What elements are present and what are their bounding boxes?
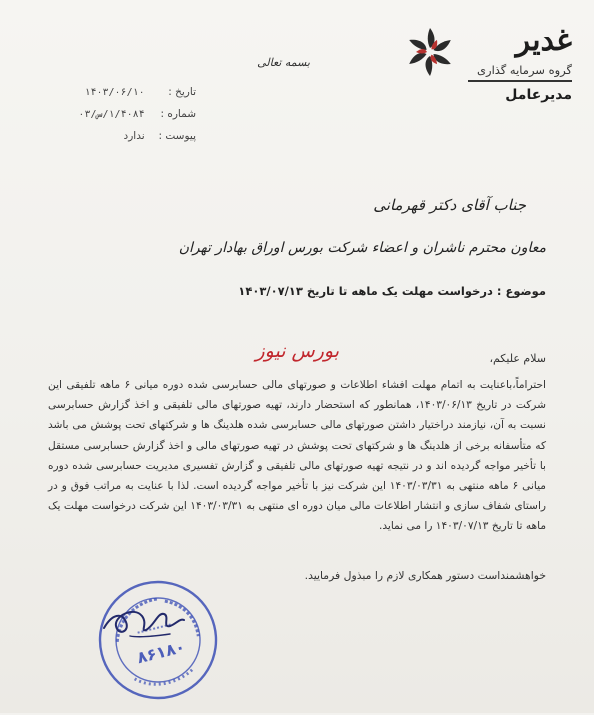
closing-line: خواهشمنداست دستور همکاری لازم را مبذول فرمایید. (304, 569, 546, 582)
ghadir-star-logo-icon (404, 26, 456, 78)
brand-name: غدیر (515, 23, 572, 58)
meta-attachment (36, 128, 196, 144)
handwritten-signature (100, 596, 186, 644)
letter-subject: موضوع : درخواست مهلت یک ماهه تا تاریخ ۱۴۰۳/۰۷/۱۳ (238, 284, 546, 298)
brand-divider (468, 80, 572, 82)
letterhead-logo (396, 22, 576, 102)
attachment-value: ندارد (123, 130, 145, 142)
date-value: ۱۴۰۳/۰۶/۱۰ (84, 87, 145, 98)
bismillah: بسمه تعالی (257, 56, 310, 69)
number-value: ۱/۴۰۸۴/س/۰۳ (78, 109, 145, 120)
letter-body: احتراماً،باعنایت به اتمام مهلت افشاء اطلاعات و صورتهای مالی حسابرسی شده دوره میانی ۶ ماهه تلفیقی این شرکت در تاریخ ۱۴۰۳/۰۶/۱۳، همانطور که استحضار دارند، تهیه صورتهای مالی تلفیقی و اخذ گزارش حسابرسی نسبت به آن، نیازمند دراختیار داشتن صورتهای مالی حسابرسی شده هلدینگ ها و شرکتهای تحت پوشش می باشد که متأسفانه برخی از هلدینگ ها و شرکتهای تحت پوشش در تهیه صورتهای مالی و اخذ گزارش حسابرسی مستقل با تأخیر مواجه گردیده اند و در نتیجه تهیه صورتهای مالی تلفیقی و گزارش تفسیری مدیریت حسابرسی شده دوره میانی ۶ ماهه منتهی به ۱۴۰۳/۰۳/۳۱ این شرکت نیز با تأخیر مواجه گردیده است. لذا با عنایت به مراتب فوق و در راستای شفاف سازی و انتشار اطلاعات مالی میان دوره ای منتهی به ۱۴۰۳/۰۳/۳۱ این شرکت درخواست مهلت یک ماهه تا تاریخ ۱۴۰۳/۰۷/۱۳ را می نماید. (48, 379, 546, 533)
date-label: تاریخ : (168, 86, 196, 98)
recipient-name: جناب آقای دکتر قهرمانی (373, 196, 526, 214)
meta-date (36, 84, 196, 101)
attachment-label: پیوست : (158, 130, 196, 142)
meta-number (36, 106, 196, 123)
watermark: بورس نیوز (255, 340, 339, 362)
brand-role: مدیرعامل (505, 87, 572, 103)
brand-subtitle: گروه سرمایه گذاری (477, 63, 572, 77)
number-label: شماره : (160, 108, 196, 120)
greeting: سلام علیکم، (489, 352, 546, 365)
recipient-title: معاون محترم ناشران و اعضاء شرکت بورس اوراق بهادار تهران (178, 240, 546, 256)
seal-number: ۸۶۱۸۰ (135, 637, 188, 668)
